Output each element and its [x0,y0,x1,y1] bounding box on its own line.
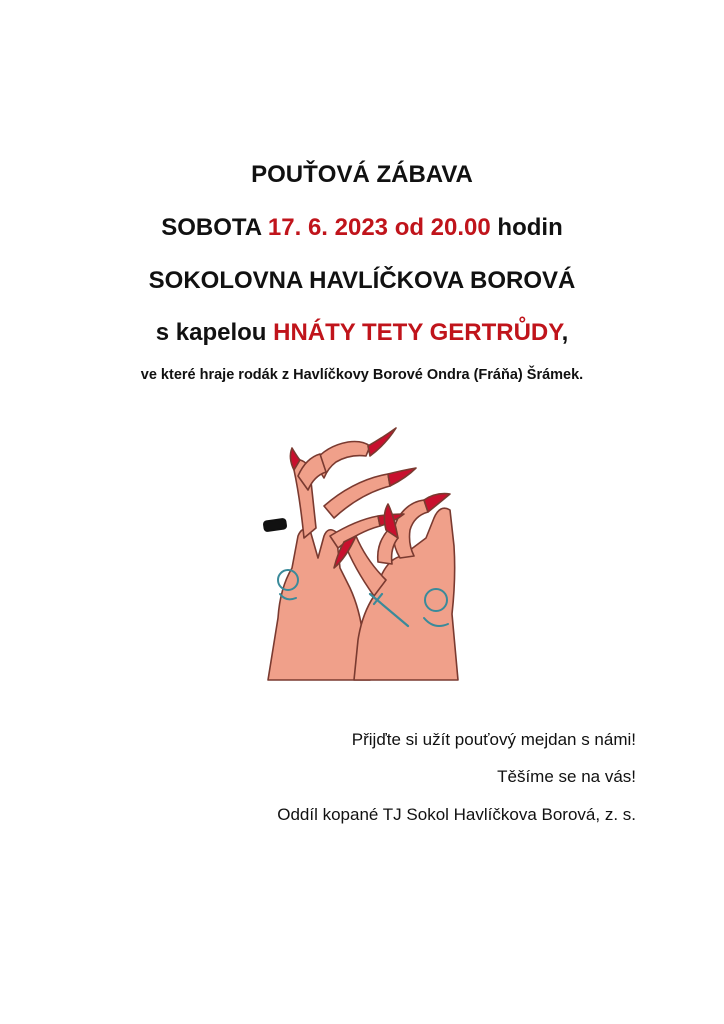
event-title [0,160,724,190]
tattooed-hands-illustration [258,418,470,684]
date-prefix: SOBOTA [161,214,268,241]
greeting-line [497,766,636,788]
nail-2 [388,468,416,486]
event-date-line [0,213,724,243]
greeting-text: Těšíme se na vás! [497,767,636,786]
band-prefix: s kapelou [155,319,274,346]
band-note [0,365,724,385]
band-note-text: ve které hraje rodák z Havlíčkovy Borové Ondra (Fráňa) Šrámek. [140,367,584,383]
nail-1 [368,428,396,456]
invitation-line [352,729,636,751]
event-date-time: 17. 6. 2023 od 20.00 [267,214,491,241]
band-suffix: , [561,319,569,346]
organizer-text: Oddíl kopané TJ Sokol Havlíčkova Borová, z. s. [277,805,636,824]
invitation-text: Přijďte si užít pouťový mejdan s námi! [351,730,636,749]
date-suffix: hodin [490,214,563,241]
event-venue-text: SOKOLOVNA HAVLÍČKOVA BOROVÁ [148,267,576,294]
band-line [0,318,724,348]
left-ring-finger [324,474,390,518]
tattooed-hands-red-nails-icon [263,428,458,680]
event-venue [0,266,724,296]
event-title-text: POUŤOVÁ ZÁBAVA [251,161,473,188]
band-name: HNÁTY TETY GERTRŮDY [273,319,562,346]
organizer-line [277,804,636,826]
ring [263,519,286,532]
